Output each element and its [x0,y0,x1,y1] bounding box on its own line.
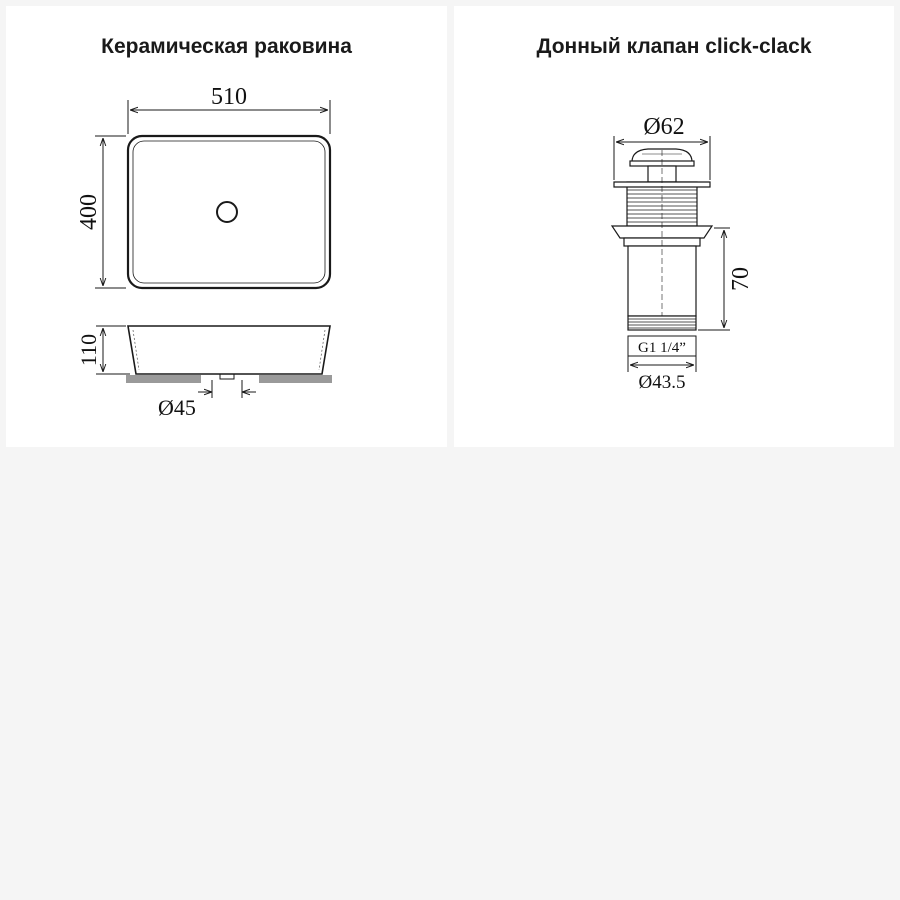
sink-side-view [126,326,332,383]
drain-valve-drawing [612,149,712,330]
valve-pipe-label: Ø43.5 [638,372,686,393]
sink-height-dimension [96,326,130,374]
sink-side-outline [128,326,330,374]
sink-top-view [128,136,330,288]
valve-flange-label: Ø62 [643,114,685,140]
sink-base-left [126,375,201,383]
drain-valve-title: Донный клапан click-clack [536,35,812,58]
sink-height-label: 110 [76,333,101,367]
valve-length-dimension [698,228,730,330]
sink-drain-dimension [198,380,256,398]
sink-inner-outline [133,141,325,283]
sink-drain-hole [217,202,237,222]
valve-thread-label: G1 1/4” [638,340,686,356]
valve-pipe-dimension [628,356,696,372]
sink-base-right [259,375,332,383]
sink-outer-outline [128,136,330,288]
sink-drain-label: Ø45 [158,395,196,420]
valve-length-label: 70 [728,267,754,291]
sink-depth-label: 400 [76,194,102,230]
sink-title: Керамическая раковина [101,35,352,58]
sink-width-label: 510 [211,84,247,110]
